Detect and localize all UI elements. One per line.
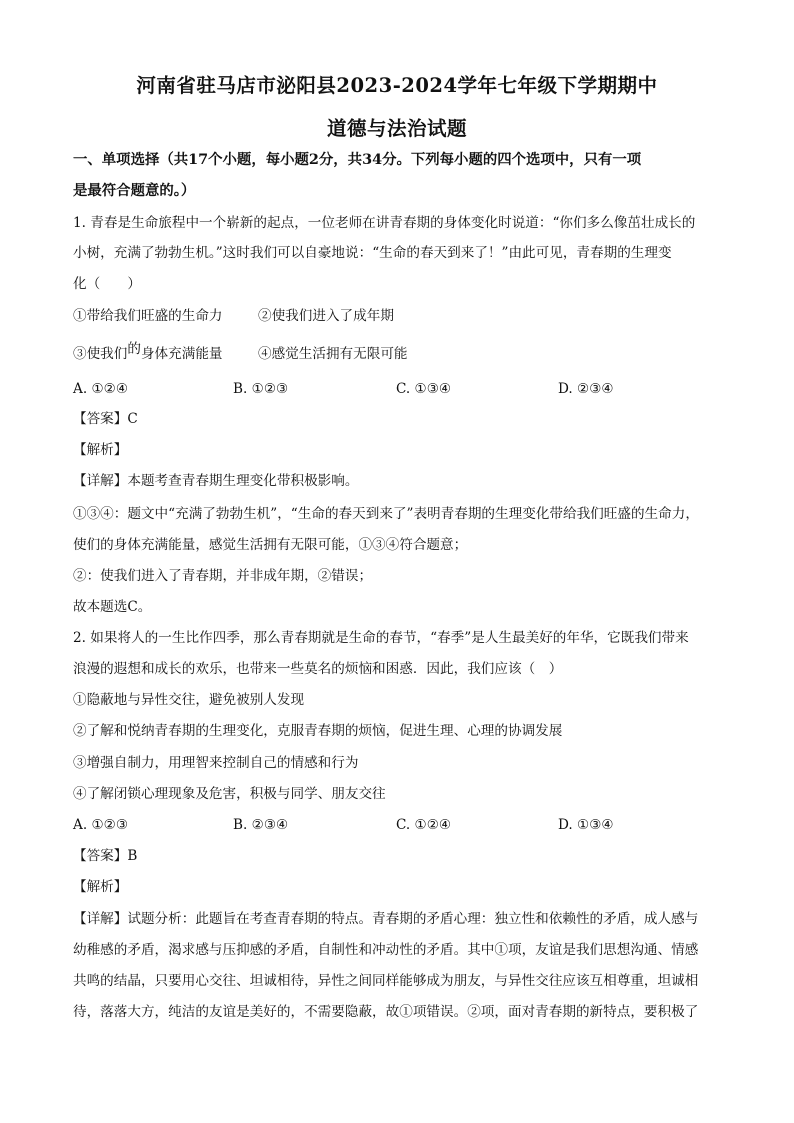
q2-item-2: ②了解和悦纳青春期的生理变化，克服青春期的烦恼，促进生理、心理的协调发展 xyxy=(73,723,563,739)
q2-detail-line3: 共鸣的结晶，只要用心交往、坦诚相待，异性之间同样能够成为朋友，与异性交往应该互相尊重，坦诚相 xyxy=(73,973,699,989)
q2-choice-d: D. ①③④ xyxy=(558,817,614,833)
q2-detail-line4: 待，落落大方，纯洁的友谊是美好的，不需要隐蔽，故①项错误。②项，面对青春期的新特点，要积极了 xyxy=(73,1004,699,1020)
q1-item-3-raised: 的 xyxy=(127,341,141,357)
q1-item-1: ①带给我们旺盛的生命力 xyxy=(73,308,223,324)
q2-detail-line2: 幼稚感的矛盾，渴求感与压抑感的矛盾，自制性和冲动性的矛盾。其中①项，友谊是我们思想沟通、情感 xyxy=(73,942,699,958)
q1-choice-a: A. ①②④ xyxy=(73,381,129,397)
q1-explanation-1: ①③④：题文中“充满了勃勃生机”，“生命的春天到来了”表明青春期的生理变化带给我们旺盛的生命力， xyxy=(73,506,699,522)
q2-choice-b: B. ②③④ xyxy=(233,817,289,833)
q2-analysis-label: 【解析】 xyxy=(73,879,128,895)
section-heading-line1: 一、单项选择（共17个小题，每小题2分，共34分。下列每小题的四个选项中，只有一项 xyxy=(73,151,642,168)
q2-choice-a: A. ①②③ xyxy=(73,817,129,833)
q1-conclusion: 故本题选C。 xyxy=(73,599,152,615)
q2-stem-line2: 浪漫的遐想和成长的欢乐，也带来一些莫名的烦恼和困惑．因此，我们应该（ ） xyxy=(73,661,563,677)
q1-explanation-2: 使们的身体充满能量，感觉生活拥有无限可能，①③④符合题意； xyxy=(73,537,468,553)
section-heading-line2: 是最符合题意的。） xyxy=(73,182,196,199)
q1-stem-line3: 化（ ） xyxy=(73,276,141,292)
q1-stem-line1: 1. 青春是生命旅程中一个崭新的起点，一位老师在讲青春期的身体变化时说道：“你们多么像茁壮成长的 xyxy=(73,215,696,231)
q1-explanation-3: ②：使我们进入了青春期，并非成年期，②错误； xyxy=(73,568,373,584)
q1-choice-b: B. ①②③ xyxy=(233,381,289,397)
q1-detail: 【详解】本题考查青春期生理变化带积极影响。 xyxy=(73,473,359,489)
q1-item-3-pre: ③使我们 xyxy=(73,346,128,362)
q2-answer: 【答案】B xyxy=(73,848,138,864)
q2-detail-line1: 【详解】试题分析：此题旨在考查青春期的特点。青春期的矛盾心理：独立性和依赖性的矛盾，成人感与 xyxy=(73,911,699,927)
q1-choice-d: D. ②③④ xyxy=(558,381,614,397)
q1-answer: 【答案】C xyxy=(73,411,138,427)
q2-stem-line1: 2. 如果将人的一生比作四季，那么青春期就是生命的春节，“春季”是人生最美好的年华，它既我们带来 xyxy=(73,630,689,646)
q2-choice-c: C. ①②④ xyxy=(396,817,452,833)
q1-item-3-post: 身体充满能量 xyxy=(140,346,223,362)
doc-subtitle: 道德与法治试题 xyxy=(326,117,467,140)
q1-item-3 xyxy=(73,341,223,363)
q2-item-3: ③增强自制力，用理智来控制自己的情感和行为 xyxy=(73,755,359,771)
q1-analysis-label: 【解析】 xyxy=(73,442,128,458)
q1-item-2: ②使我们进入了成年期 xyxy=(258,308,394,324)
doc-title: 河南省驻马店市泌阳县2023-2024学年七年级下学期期中 xyxy=(136,74,658,97)
q1-stem-line2: 小树，充满了勃勃生机。”这时我们可以自豪地说：“生命的春天到来了！”由此可见，青春期的生理变 xyxy=(73,245,672,261)
q1-item-4: ④感觉生活拥有无限可能 xyxy=(258,346,408,362)
q2-item-1: ①隐蔽地与异性交往，避免被别人发现 xyxy=(73,692,305,708)
q1-choice-c: C. ①③④ xyxy=(396,381,452,397)
q2-item-4: ④了解闭锁心理现象及危害，积极与同学、朋友交往 xyxy=(73,786,386,802)
